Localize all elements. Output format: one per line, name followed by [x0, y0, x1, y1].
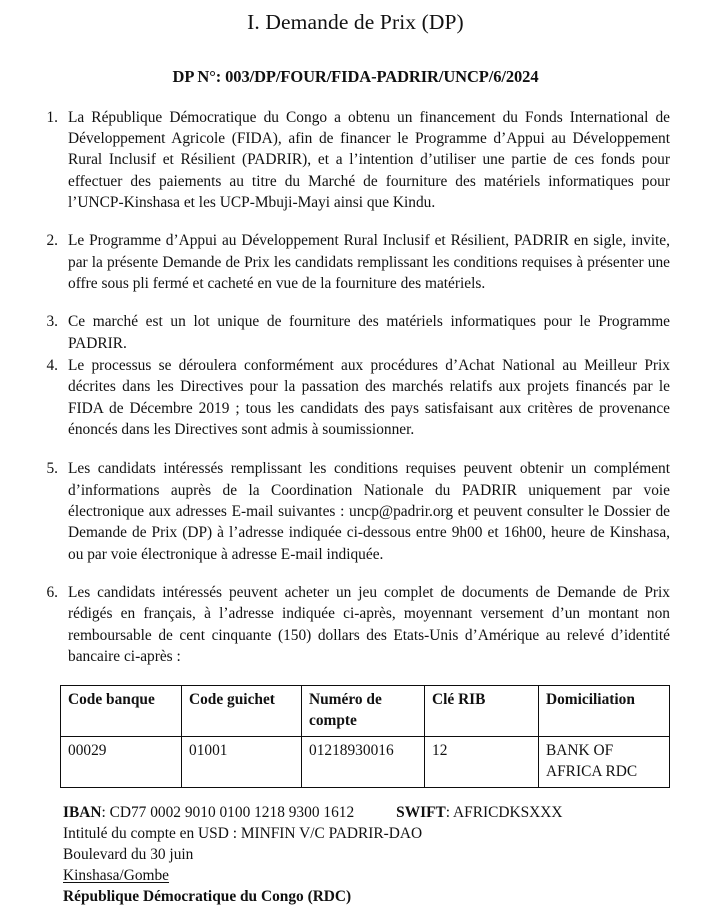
column-header-code-banque: Code banque	[61, 686, 182, 737]
column-header-numero-compte: Numéro de compte	[302, 686, 425, 737]
clause-text: La République Démocratique du Congo a obtenu un financement du Fonds International de Développement Agricole (FIDA), afin de financer le Programme d’Appui au Développement Rural Inclusif et Résilient (PADRIR), et a l’intention d’utiliser une partie de ces fonds pour effectuer des paiements au titre du Marché de fourniture des matériels informatiques pour l’UNCP-Kinshasa et les UCP-Mbuji-Mayi ainsi que Kindu.	[68, 108, 670, 211]
clause-item	[30, 107, 711, 214]
clause-number: 5.	[46, 460, 58, 478]
clause-text: Le processus se déroulera conformément aux procédures d’Achat National au Meilleur Prix décrites dans les Directives pour la passation des marchés relatifs aux projets financés par le FIDA de Décembre 2019 ; tous les candidats des pays satisfaisant aux critères de provenance énoncés dans les Directives sont admis à soumissionner.	[68, 356, 670, 438]
clause-number: 6.	[46, 583, 58, 601]
cell-domiciliation: BANK OF AFRICA RDC	[539, 737, 670, 788]
clause-item	[30, 582, 711, 667]
iban-swift-row	[63, 802, 711, 823]
clause-item	[30, 311, 711, 354]
clause-item	[30, 230, 711, 294]
table-header-row	[61, 686, 670, 737]
column-header-cle-rib: Clé RIB	[425, 686, 539, 737]
iban-value: : CD77 0002 9010 0100 1218 9300 1612	[101, 804, 355, 822]
column-header-code-guichet: Code guichet	[182, 686, 302, 737]
document-reference: DP N°: 003/DP/FOUR/FIDA-PADRIR/UNCP/6/2024	[172, 66, 539, 86]
country-row: République Démocratique du Congo (RDC)	[63, 888, 352, 906]
cell-numero-compte: 01218930016	[302, 737, 425, 788]
clause-number: 2.	[46, 232, 58, 250]
clause-text: Les candidats intéressés remplissant les conditions requises peuvent obtenir un complément d’informations auprès de la Coordination Nationale du PADRIR uniquement par voie électronique aux adresses E-mail suivantes : uncp@padrir.org et peuvent consulter le Dossier de Demande de Prix (DP) à l’adresse indiquée ci-dessous entre 9h00 et 16h00, heure de Kinshasa, ou par voie électronique à adresse E-mail indiquée.	[68, 460, 670, 563]
clause-number: 3.	[46, 313, 58, 331]
clause-text: Les candidats intéressés peuvent acheter un jeu complet de documents de Demande de Prix rédigés en français, à l’adresse indiquée ci-après, moyennant versement d’un montant non remboursable de cent cinquante (150) dollars des Etats-Unis d’Amérique au relevé d’identité bancaire ci-après :	[68, 583, 670, 665]
clause-text: Ce marché est un lot unique de fourniture des matériels informatiques pour le Programme PADRIR.	[68, 313, 670, 352]
page-title: I. Demande de Prix (DP)	[247, 10, 464, 34]
cell-code-banque: 00029	[61, 737, 182, 788]
clause-text: Le Programme d’Appui au Développement Rural Inclusif et Résilient, PADRIR en sigle, invite, par la présente Demande de Prix les candidats remplissant les conditions requises à présenter une offre sous pli fermé et cacheté en vue de la fourniture des matériels.	[68, 232, 670, 292]
swift-value: : AFRICDKSXXX	[445, 804, 563, 822]
bank-account-details	[0, 788, 711, 907]
clause-item	[30, 355, 711, 440]
bank-details-table	[60, 685, 670, 788]
account-title-row: Intitulé du compte en USD : MINFIN V/C PADRIR-DAO	[63, 825, 423, 843]
clause-list	[0, 107, 711, 668]
bank-details-table-container	[0, 685, 711, 788]
table-row	[61, 737, 670, 788]
cell-cle-rib: 12	[425, 737, 539, 788]
clause-number: 1.	[46, 108, 58, 126]
swift-label: SWIFT	[396, 804, 446, 822]
clause-item	[30, 458, 711, 565]
cell-code-guichet: 01001	[182, 737, 302, 788]
clause-number: 4.	[46, 356, 58, 374]
address-street-row: Boulevard du 30 juin	[63, 846, 194, 864]
column-header-domiciliation: Domiciliation	[539, 686, 670, 737]
iban-label: IBAN	[63, 804, 102, 822]
address-city-row: Kinshasa/Gombe	[63, 867, 170, 885]
